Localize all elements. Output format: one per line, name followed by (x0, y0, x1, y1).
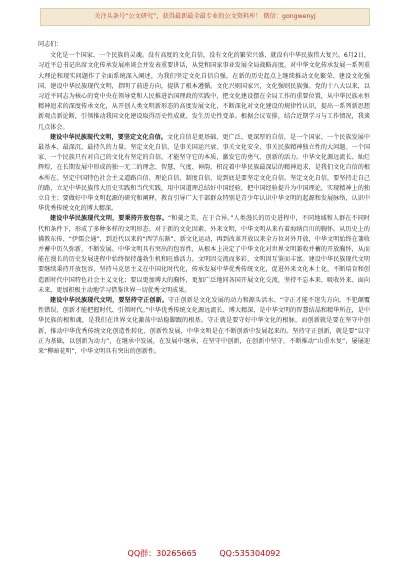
paragraph-lead: 建设中华民族现代文明，要坚持守正创新。 (50, 297, 169, 305)
paragraph-3 (38, 214, 370, 296)
paragraph-1 (38, 51, 370, 133)
qq-number: QQ:535304092 (219, 549, 281, 558)
paragraph-lead: 建设中华民族现代文明，要秉持开放包容。 (50, 215, 168, 223)
paragraph-4 (38, 296, 370, 357)
paragraph-text: 守正创新是文化发展的动力和源头活水。“守正才能不迷失方向、不犯颠覆性错误，创新才能把握时代、引领时代。”中华优秀传统文化源远流长、博大精深，是中华文明的智慧结晶和精华所在，是中华民族的根和魂，是我们在世界文化激荡中站稳脚跟的根基。守正就是要守好中华文化的根脉，而创新就是要在坚守中创新，推动中华优秀传统文化创造性转化、创新性发展，中华文明是在不断创新中发展起来的。坚持守正创新，就是要“以守正为基础，以创新为动力”，在继承中发展，在发展中继承，在坚守中创新，在创新中坚守，不断推动“山重水复”，屡屡迎来“柳暗花明”，中华文明具有突出的创新性。 (38, 297, 370, 356)
footer-contact (0, 548, 408, 559)
paragraph-lead: 建设中华民族现代文明，要坚定文化自信。 (50, 133, 167, 141)
paragraph-2 (38, 133, 370, 215)
greeting: 同志们： (38, 41, 63, 48)
paragraph-text: 文化自信是更基础、更广泛、更深厚的自信，是一个国家、一个民族发展中最基本、最深沉、最持久的力量。坚定文化自信，是事关国运兴衰、事关文化安全、事关民族精神独立性的大问题。一个国家、一个民族只有对自己的文化有坚定的自信，才能坚守它的本质，激发它的勇气、创新的活力。中华文化源远流长、灿烂辉煌，在长期发展中形成的独一无二的理念、智慧、气度、神韵，积淀着中华民族最深层的精神追求，是我们文化自信的根本所在。坚定中国特色社会主义道路自信、理论自信、制度自信，说到底是要坚定文化自信。坚定文化自信，要坚持走自己的路，立足中华民族伟大历史实践和当代实践，用中国道理总结好中国经验，把中国经验提升为中国理论，实现精神上的独立自主；要做好中华文明起源的研究和阐释，教育引导广大干部群众特别是青少年认识中华文明的起源和发展脉络，认识中华优秀传统文化的博大精深。 (38, 133, 370, 213)
top-banner: 关注头条号“公文研究”，获得最新最全最专业的公文资料库！ 微信：gongwenyj (40, 8, 370, 26)
qq-group-number: QQ群：30265665 (127, 549, 197, 558)
document-body (38, 40, 370, 545)
paragraph-text: 文化是一个国家、一个民族的灵魂。没有高度的文化自信，没有文化的繁荣兴盛，就没有中华民族伟大复兴。6月2日，习近平总书记出席文化传承发展座谈会并发表重要讲话，从党和国家事业发展全局战略高度，对中华文化传承发展一系列重大理论和现实问题作了全面系统深入阐述，为我们坚定文化自信自强，在新的历史起点上继续推动文化繁荣、建设文化强国、建设中华民族现代文明，指明了前进方向，提供了根本遵循。文化兴则国家兴，文化强则民族强。党的十八大以来，以习近平同志为核心的党中央在领导党和人民推进治国理政的实践中，把文化建设摆在全局工作的重要位置，从中华民族永恒精神追求的深度传承文化，从开创人类文明新形态的高度发展文化，不断深化对文化建设的规律性认识，提出一系列新思想新观点新论断，引领推动我国文化建设取得历史性成就、发生历史性变革。根据会议安排，结合近期学习与工作情况，我谈几点体会。 (38, 52, 370, 131)
paragraph-text: “和羹之美，在于合异。”人类漫长的历史进程中，不同地域和人群在不同时代和条件下，形成了多种多样的文明形态。对于新的文化因素、外来文明，中华文明从来有着海纳百川的胸怀。从历史上的佛教东传、“伊儒会通”，到近代以来的“西学东渐”、新文化运动，再到改革开放以来全方位对外开放，中华文明始终在兼收并蓄中历久弥新，不断发展。中华文明具有突出的包容性，从根本上决定了中华文化对世界文明兼收并蓄的开放胸怀，从而能在漫长的历史发展进程中始终保持蓬勃生机和旺盛活力。文明因交流而多彩，文明因互鉴而丰富。建设中华民族现代文明要继续秉持开放包容，坚持马克思主义在中国化时代化，传承发展中华优秀传统文化，促进外来文化本土化，不断培育和创造新时代中国特色社会主义文化；要以更加博大的胸怀，更加广泛地同各国开展文化交流，坚持不忘本来、吸收外来、面向未来，更加积极主动地学习借鉴世界一切优秀文明成果。 (38, 215, 370, 294)
